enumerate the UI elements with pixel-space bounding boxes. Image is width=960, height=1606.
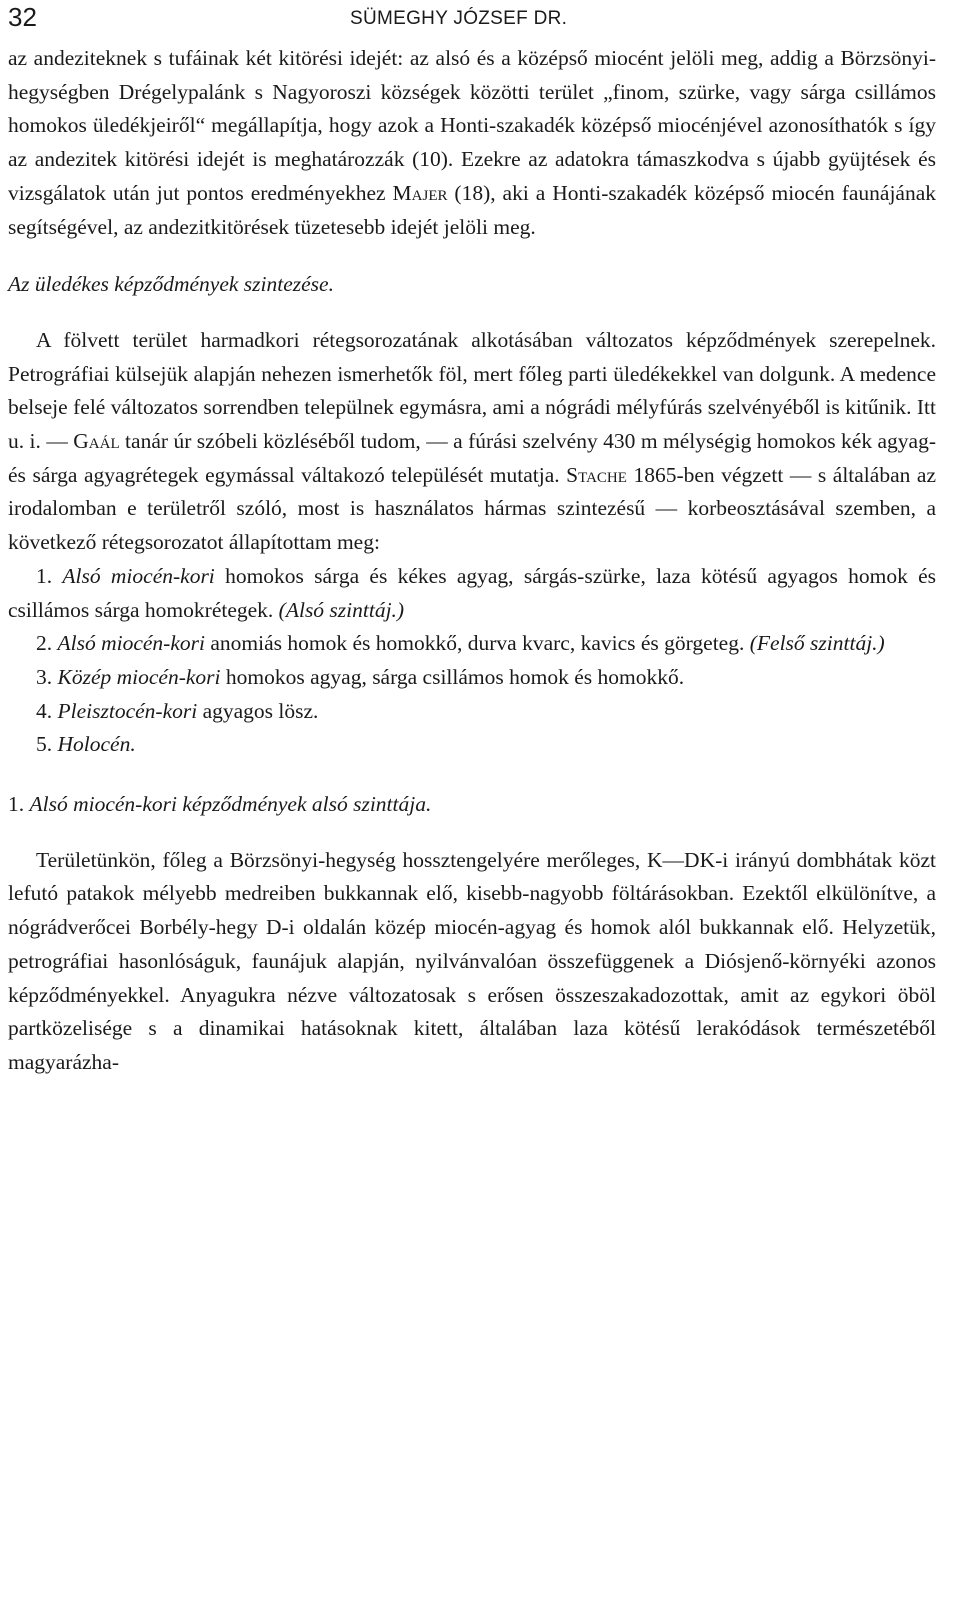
list-item: 4. Pleisztocén-kori agyagos lösz. [36, 698, 319, 723]
paragraph-2: A fölvett terület harmadkori rétegsorozatának alkotásában változatos képződmények szerepelnek. Petrográfiai külsejük alapján nehezen ismerhetők föl, mert főleg parti üledékekkel van dolgunk. A medence belseje felé változatos sorrendben települnek egymásra, ami a nógrádi mélyfúrás szelvényéből is kitűnik. Itt u. i. — Gaál tanár úr szóbeli közléséből tudom, — a fúrási szelvény 430 m mélységig homokos kék agyag- és sárga agyagrétegek egymással váltakozó települését mutatja. Stache 1865-ben végzett — s általában az irodalomban e területről szóló, most is használatos hármas szintezésű — korbeosztásával szemben, a következő rétegsorozatot állapítottam meg: [8, 327, 936, 555]
page-header [8, 2, 948, 38]
author-name-stache: Stache [566, 462, 627, 487]
page-body [8, 42, 936, 1080]
author-name-gaal: Gaál [73, 429, 120, 454]
paragraph-1: az andeziteknek s tufáinak két kitörési idejét: az alsó és a középső miocént jelöli meg, addig a Börzsönyi-hegységben Drégelypalánk s Nagyoroszi községek közötti terület „finom, szürke, vagy sárga csillámos homokos üledékjeiről“ megállapítja, hogy azok a Honti-szakadék középső miocénjével azonosíthatók s így az andezitek kitörési idejét is meghatározzák (10). Ezekre az adatokra támaszkodva s újabb gyüjtések és vizsgálatok után jut pontos eredményekhez Majer (18), aki a Honti-szakadék középső miocén faunájának segítségével, az andezitkitörések tüzetesebb idejét jelöli meg. [8, 46, 936, 239]
page-number: 32 [8, 2, 37, 32]
author-name-majer: Majer [392, 180, 448, 205]
list-item: 5. Holocén. [36, 732, 136, 757]
section-heading: Az üledékes képződmények szintezése. [8, 272, 334, 297]
list-item: 3. Közép miocén-kori homokos agyag, sárga csillámos homok és homokkő. [36, 664, 685, 689]
paragraph-3: Területünkön, főleg a Börzsönyi-hegység hossztengelyére merőleges, K—DK-i irányú dombhátak közt lefutó patakok mélyebb medreiben bukkannak elő, kisebb-nagyobb föltárásokban. Ezektől elkülönítve, a nógrádverőcei Borbély-hegy D-i oldalán közép miocén-agyag és homok alól bukkannak elő. Helyzetük, petrográfiai hasonlóságuk, faunájuk alapján, nyilvánvalóan összefüggenek a Diósjenő-környéki azonos képződményekkel. Anyagukra nézve változatosak s erősen összeszakadozottak, amit az egykori öböl partközelisége s a dinamikai hatásoknak kitett, általában laza kötésű lerakódások természetéből magyarázha- [8, 847, 936, 1074]
list-item: 1. Alsó miocén-kori homokos sárga és kékes agyag, sárgás-szürke, laza kötésű agyagos homok és csillámos sárga homokrétegek. (Alsó szinttáj.) [8, 563, 937, 622]
subsection-heading: 1. Alsó miocén-kori képződmények alsó szinttája. [8, 792, 432, 817]
list-item: 2. Alsó miocén-kori anomiás homok és homokkő, durva kvarc, kavics és görgeteg. (Felső szinttáj.) [36, 631, 885, 656]
running-title: SÜMEGHY JÓZSEF DR. [350, 8, 568, 29]
